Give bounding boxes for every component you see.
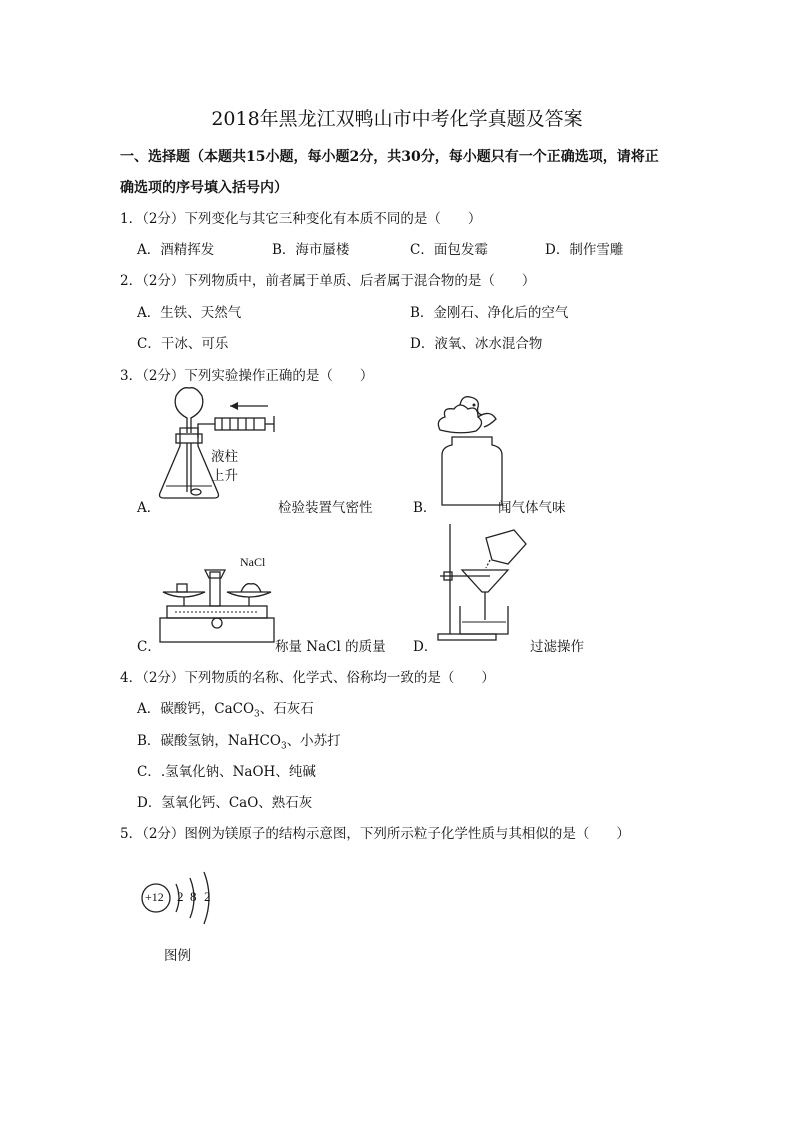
question-1-stem: 1．（2分）下列变化与其它三种变化有本质不同的是（ ） xyxy=(120,211,482,227)
question-3-option-a: A． xyxy=(137,500,161,516)
question-2-option-d: D．液氧、冰水混合物 xyxy=(410,336,543,352)
question-3-option-d: D． xyxy=(413,639,438,655)
question-1-option-c: C．面包发霉 xyxy=(410,242,488,258)
liquid-column-label-1: 液柱 xyxy=(211,449,238,465)
figure-b-smelling-gas xyxy=(430,395,530,510)
question-3-caption-d: 过滤操作 xyxy=(530,639,584,655)
question-3-caption-a: 检验装置气密性 xyxy=(278,500,373,516)
question-2-option-b: B．金刚石、净化后的空气 xyxy=(410,305,569,321)
question-5-stem: 5．（2分）图例为镁原子的结构示意图，下列所示粒子化学性质与其相似的是（ ） xyxy=(120,826,630,842)
question-2-option-c: C．干冰、可乐 xyxy=(137,336,229,352)
question-2-stem: 2．（2分）下列物质中，前者属于单质、后者属于混合物的是（ ） xyxy=(120,273,536,289)
nucleus-label: +12 xyxy=(145,890,164,904)
question-4-option-d: D．氢氧化钙、CaO、熟石灰 xyxy=(137,795,313,811)
question-3-caption-c: 称量 NaCl 的质量 xyxy=(275,639,386,655)
electron-shell-3: 2 xyxy=(204,889,211,904)
diagram-caption: 图例 xyxy=(164,948,191,964)
question-4-option-b: B．碳酸氢钠，NaHCO$_3$、小苏打 xyxy=(137,733,341,752)
electron-shell-2: 8 xyxy=(190,889,197,904)
question-1-option-b: B．海市蜃楼 xyxy=(272,242,350,258)
figure-d-filtration xyxy=(430,520,535,645)
section-heading-line-2: 确选项的序号填入括号内） xyxy=(120,180,288,196)
electron-shell-1: 2 xyxy=(177,889,184,904)
question-3-caption-b: 闻气体气味 xyxy=(498,500,566,516)
question-1-option-d: D．制作雪雕 xyxy=(545,242,624,258)
page-title: 2018年黑龙江双鸭山市中考化学真题及答案 xyxy=(211,108,583,130)
liquid-column-label-2: 上升 xyxy=(211,468,238,484)
question-3-option-c: C． xyxy=(137,639,161,655)
nacl-label: NaCl xyxy=(240,555,266,569)
section-heading-line-1: 一、选择题（本题共15小题，每小题2分，共30分，每小题只有一个正确选项，请将正 xyxy=(120,149,659,165)
question-4-option-c: C．.氢氧化钠、NaOH、纯碱 xyxy=(137,764,316,780)
question-2-option-a: A．生铁、天然气 xyxy=(137,305,242,321)
question-3-option-b: B． xyxy=(413,500,437,516)
question-4-stem: 4．（2分）下列物质的名称、化学式、俗称均一致的是（ ） xyxy=(120,670,495,686)
question-1-option-a: A．酒精挥发 xyxy=(137,242,215,258)
question-4-option-a: A．碳酸钙，CaCO$_3$、石灰石 xyxy=(137,701,314,720)
question-3-stem: 3．（2分）下列实验操作正确的是（ ） xyxy=(120,368,374,384)
